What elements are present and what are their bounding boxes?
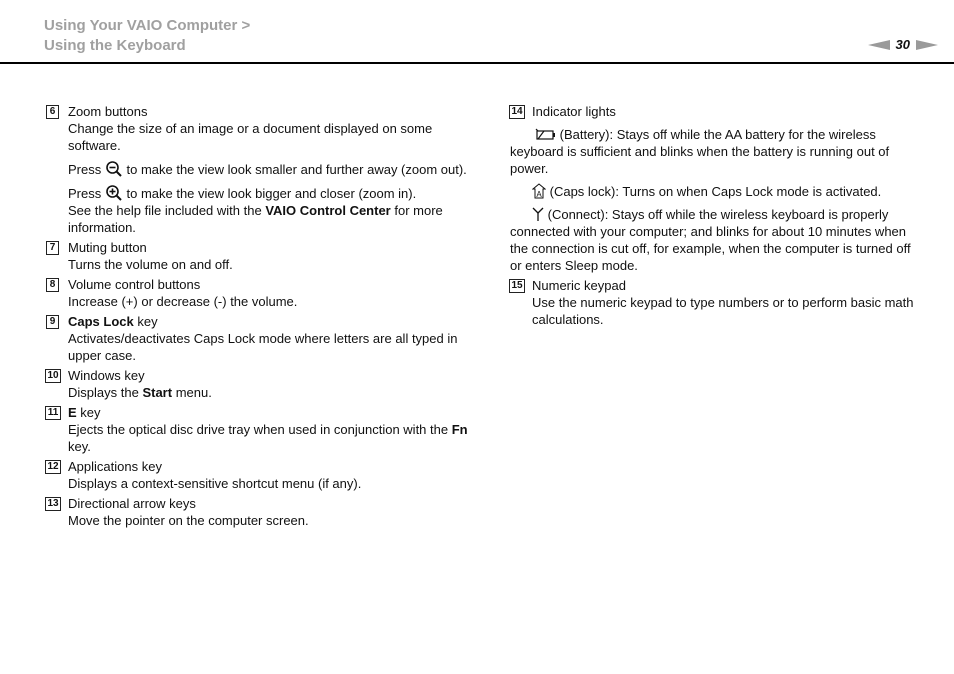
caps-lock-label: Caps Lock bbox=[68, 314, 134, 329]
breadcrumb-line-2[interactable]: Using the Keyboard bbox=[44, 37, 186, 54]
connect-indicator-paragraph bbox=[510, 206, 920, 274]
item-number: 6 bbox=[46, 105, 59, 119]
item-number: 14 bbox=[509, 105, 525, 119]
caps-lock-icon bbox=[532, 183, 546, 199]
item-title: Directional arrow keys bbox=[68, 496, 196, 511]
item-number: 13 bbox=[45, 497, 61, 511]
caps-lock-indicator-paragraph bbox=[532, 183, 920, 200]
item-description: Turns the volume on and off. bbox=[68, 257, 233, 272]
e-key-label: E bbox=[68, 405, 77, 420]
help-reference bbox=[68, 202, 486, 236]
item-indicator-lights bbox=[510, 103, 920, 274]
item-e-key bbox=[46, 404, 486, 455]
item-description bbox=[68, 421, 486, 455]
item-title: Volume control buttons bbox=[68, 277, 201, 292]
item-number: 12 bbox=[45, 460, 61, 474]
item-number: 11 bbox=[45, 406, 61, 420]
battery-indicator-paragraph bbox=[510, 126, 920, 177]
zoom-in-text: to make the view look bigger and closer (zoom in). bbox=[126, 186, 417, 201]
zoom-out-paragraph bbox=[68, 160, 486, 178]
item-number: 8 bbox=[46, 278, 59, 292]
item-number: 10 bbox=[45, 369, 61, 383]
item-description: Displays a context-sensitive shortcut menu (if any). bbox=[68, 476, 362, 491]
item-description: Activates/deactivates Caps Lock mode where letters are all typed in upper case. bbox=[68, 331, 458, 363]
item-title: Numeric keypad bbox=[532, 278, 626, 293]
zoom-out-text: to make the view look smaller and further away (zoom out). bbox=[126, 162, 467, 177]
caps-lock-indicator-text: (Caps lock): Turns on when Caps Lock mode is activated. bbox=[549, 184, 882, 199]
key-word: key bbox=[80, 405, 101, 420]
previous-page-icon[interactable] bbox=[868, 40, 890, 50]
breadcrumb bbox=[44, 16, 250, 56]
item-title: Zoom buttons bbox=[68, 104, 148, 119]
header-divider bbox=[0, 62, 954, 64]
page-number: 30 bbox=[895, 37, 910, 52]
item-description: Change the size of an image or a document displayed on some software. bbox=[68, 121, 433, 153]
item-applications-key bbox=[46, 458, 486, 492]
desc-text: Displays the bbox=[68, 385, 139, 400]
connect-indicator-text: (Connect): Stays off while the wireless keyboard is properly connected with your computer; and blinks for about 10 minutes when the connection is cut off, for example, when the computer is turned off or enters Sleep mode. bbox=[510, 207, 911, 273]
desc-text: Ejects the optical disc drive tray when used in conjunction with the bbox=[68, 422, 449, 437]
page-navigation bbox=[868, 36, 938, 53]
item-number: 7 bbox=[46, 241, 59, 255]
zoom-out-icon bbox=[105, 160, 123, 178]
item-title bbox=[68, 404, 486, 421]
item-title: Indicator lights bbox=[532, 104, 616, 119]
zoom-in-paragraph bbox=[68, 184, 486, 202]
vaio-control-center-label: VAIO Control Center bbox=[265, 203, 391, 218]
item-description: Move the pointer on the computer screen. bbox=[68, 513, 309, 528]
item-number: 9 bbox=[46, 315, 59, 329]
item-numeric-keypad bbox=[510, 277, 920, 328]
item-description: Use the numeric keypad to type numbers or to perform basic math calculations. bbox=[532, 295, 914, 327]
item-description bbox=[68, 384, 486, 401]
item-description: Increase (+) or decrease (-) the volume. bbox=[68, 294, 298, 309]
right-column bbox=[510, 103, 920, 331]
item-caps-lock-key bbox=[46, 313, 486, 364]
zoom-in-icon bbox=[105, 184, 123, 202]
item-volume-buttons bbox=[46, 276, 486, 310]
item-title: Muting button bbox=[68, 240, 147, 255]
help-text: See the help file included with the bbox=[68, 203, 262, 218]
press-text: Press bbox=[68, 186, 102, 201]
battery-indicator-text: (Battery): Stays off while the AA battery for the wireless keyboard is sufficient and blinks when the battery is running out of power. bbox=[510, 127, 890, 176]
antenna-icon bbox=[532, 207, 544, 221]
press-text: Press bbox=[68, 162, 102, 177]
item-number: 15 bbox=[509, 279, 525, 293]
left-column bbox=[46, 103, 486, 532]
breadcrumb-line-1[interactable]: Using Your VAIO Computer > bbox=[44, 17, 251, 34]
desc-text-end: menu. bbox=[175, 385, 212, 400]
fn-key-label: Fn bbox=[451, 422, 468, 437]
next-page-icon[interactable] bbox=[916, 40, 938, 50]
item-windows-key bbox=[46, 367, 486, 401]
item-title bbox=[68, 313, 486, 330]
desc-text-end: key. bbox=[68, 439, 91, 454]
item-arrow-keys bbox=[46, 495, 486, 529]
item-muting-button bbox=[46, 239, 486, 273]
item-title: Windows key bbox=[68, 368, 145, 383]
battery-icon bbox=[532, 127, 556, 141]
item-title: Applications key bbox=[68, 459, 162, 474]
item-zoom-buttons bbox=[46, 103, 486, 236]
start-menu-label: Start bbox=[142, 385, 173, 400]
svg-text:A: A bbox=[536, 190, 542, 199]
help-text-end: for more information. bbox=[68, 203, 443, 235]
key-word: key bbox=[137, 314, 158, 329]
